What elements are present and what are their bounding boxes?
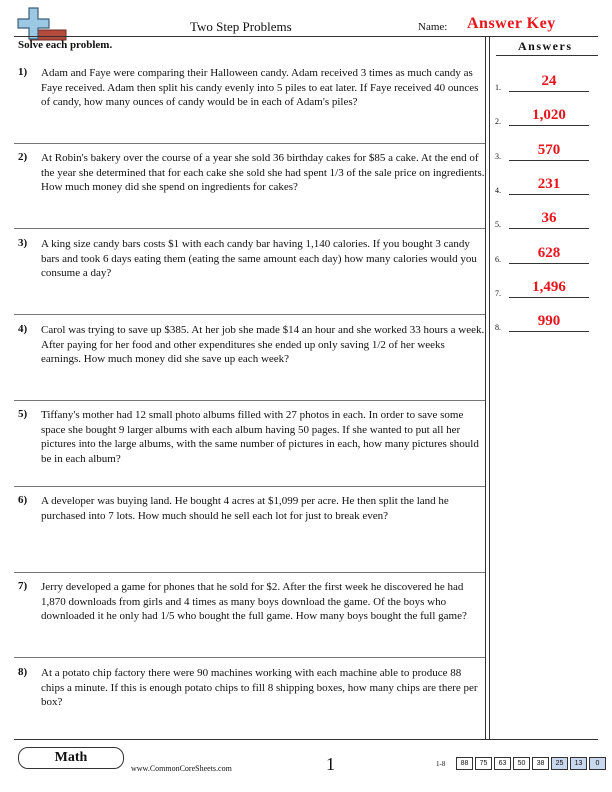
answer-8 xyxy=(495,314,595,332)
answer-line xyxy=(509,297,589,298)
problem-text: Jerry developed a game for phones that he sold for $2. After the first week he discovered he had 1,870 downloads from girls and 4 times as many boys download the game. Of the boys who downloaded it he only had 1/5 who bought the full game. How many boys bought the full game? xyxy=(41,581,467,622)
answer-line xyxy=(509,194,589,195)
score-cell: 88 xyxy=(456,757,473,770)
answer-number: 1. xyxy=(495,83,501,92)
answer-3 xyxy=(495,143,595,161)
answer-line xyxy=(509,331,589,332)
answer-value: 24 xyxy=(541,73,557,89)
problem-text: A developer was buying land. He bought 4 acres at $1,099 per acre. He then split the land he purchased into 7 lots. How much should he sell each lot for just to break even? xyxy=(41,495,449,522)
score-cell: 50 xyxy=(513,757,530,770)
problem-text: At a potato chip factory there were 90 machines working with each machine able to produce 88 chips a minute. If this is enough potato chips to fill 8 shipping boxes, how many chips are there per box? xyxy=(41,667,478,708)
answer-line xyxy=(509,91,589,92)
score-cell: 25 xyxy=(551,757,568,770)
name-label: Name: xyxy=(418,21,448,33)
answers-heading-rule xyxy=(496,55,598,56)
problem-number: 6) xyxy=(18,494,28,506)
problem-text: A king size candy bars costs $1 with each candy bar having 1,140 calories. If you bought 3 candy bars and took 6 days eating them (eating the same amount each day) how many calories would you consume a day? xyxy=(41,238,477,279)
header-rule xyxy=(14,36,598,37)
problem-text: Carol was trying to save up $385. At her job she made $14 an hour and she worked 33 hours a week. After paying for her food and other expenditures she ended up only saving 1/2 of her weeks earnings. How much money did she save up each week? xyxy=(41,324,485,365)
problem-divider xyxy=(14,314,485,315)
score-cell: 63 xyxy=(494,757,511,770)
answer-number: 5. xyxy=(495,220,501,229)
answer-value: 628 xyxy=(537,245,561,261)
subject-badge: Math xyxy=(18,747,124,769)
answer-number: 2. xyxy=(495,117,501,126)
problem-divider xyxy=(14,143,485,144)
page-title: Two Step Problems xyxy=(190,19,292,34)
problem-number: 3) xyxy=(18,237,28,249)
answer-5 xyxy=(495,211,595,229)
score-table xyxy=(456,757,608,770)
page-number: 1 xyxy=(326,754,335,774)
problem-divider xyxy=(14,486,485,487)
score-cell: 13 xyxy=(570,757,587,770)
answers-heading: Answers xyxy=(518,39,573,53)
score-cell: 75 xyxy=(475,757,492,770)
answer-value: 570 xyxy=(537,142,561,158)
score-cell: 38 xyxy=(532,757,549,770)
problem-divider xyxy=(14,228,485,229)
answer-value: 1,496 xyxy=(532,279,566,295)
website-link[interactable]: www.CommonCoreSheets.com xyxy=(131,764,232,773)
answer-number: 6. xyxy=(495,255,501,264)
answer-1 xyxy=(495,74,595,92)
answer-value: 990 xyxy=(537,313,561,329)
name-value: Answer Key xyxy=(467,15,556,32)
problem-divider xyxy=(14,572,485,573)
problem-divider xyxy=(14,657,485,658)
problem-number: 8) xyxy=(18,666,28,678)
instructions: Solve each problem. xyxy=(18,39,113,51)
problem-text: Tiffany's mother had 12 small photo albums filled with 27 photos in each. In order to save some space she bought 9 larger albums with each album having 50 pages. If she wanted to put all her pictures into the large albums, with the same number of pictures in each, how many pictures should be in each album? xyxy=(41,409,479,465)
problem-text: Adam and Faye were comparing their Halloween candy. Adam received 3 times as much candy as Faye received. Adam then split his candy evenly into 5 piles to eat later. If Faye received 40 ounces of candy, how many ounces of candy would be in each of Adam's piles? xyxy=(41,67,479,108)
answer-line xyxy=(509,125,589,126)
problem-number: 5) xyxy=(18,408,28,420)
answer-line xyxy=(509,228,589,229)
problem-number: 4) xyxy=(18,323,28,335)
answer-2 xyxy=(495,108,595,126)
answer-7 xyxy=(495,280,595,298)
problem-number: 1) xyxy=(18,66,28,78)
problem-number: 2) xyxy=(18,151,28,163)
answer-number: 7. xyxy=(495,289,501,298)
answer-column-divider xyxy=(485,36,490,739)
answer-number: 8. xyxy=(495,323,501,332)
answer-value: 231 xyxy=(537,176,561,192)
answer-number: 4. xyxy=(495,186,501,195)
answer-4 xyxy=(495,177,595,195)
problem-text: At Robin's bakery over the course of a year she sold 36 birthday cakes for $85 a cake. At the end of the year she determined that for each cake she sold she had spent 1/3 of the sale price on ingredients. How much money did she spend on ingredients for cakes? xyxy=(41,152,485,193)
problem-divider xyxy=(14,400,485,401)
score-cell: 0 xyxy=(589,757,606,770)
problem-number: 7) xyxy=(18,580,28,592)
answer-line xyxy=(509,160,589,161)
answer-line xyxy=(509,263,589,264)
score-range-label: 1-8 xyxy=(436,760,446,768)
answer-value: 36 xyxy=(541,210,557,226)
answer-6 xyxy=(495,246,595,264)
answer-number: 3. xyxy=(495,152,501,161)
answer-value: 1,020 xyxy=(532,107,566,123)
footer-rule xyxy=(14,739,598,740)
